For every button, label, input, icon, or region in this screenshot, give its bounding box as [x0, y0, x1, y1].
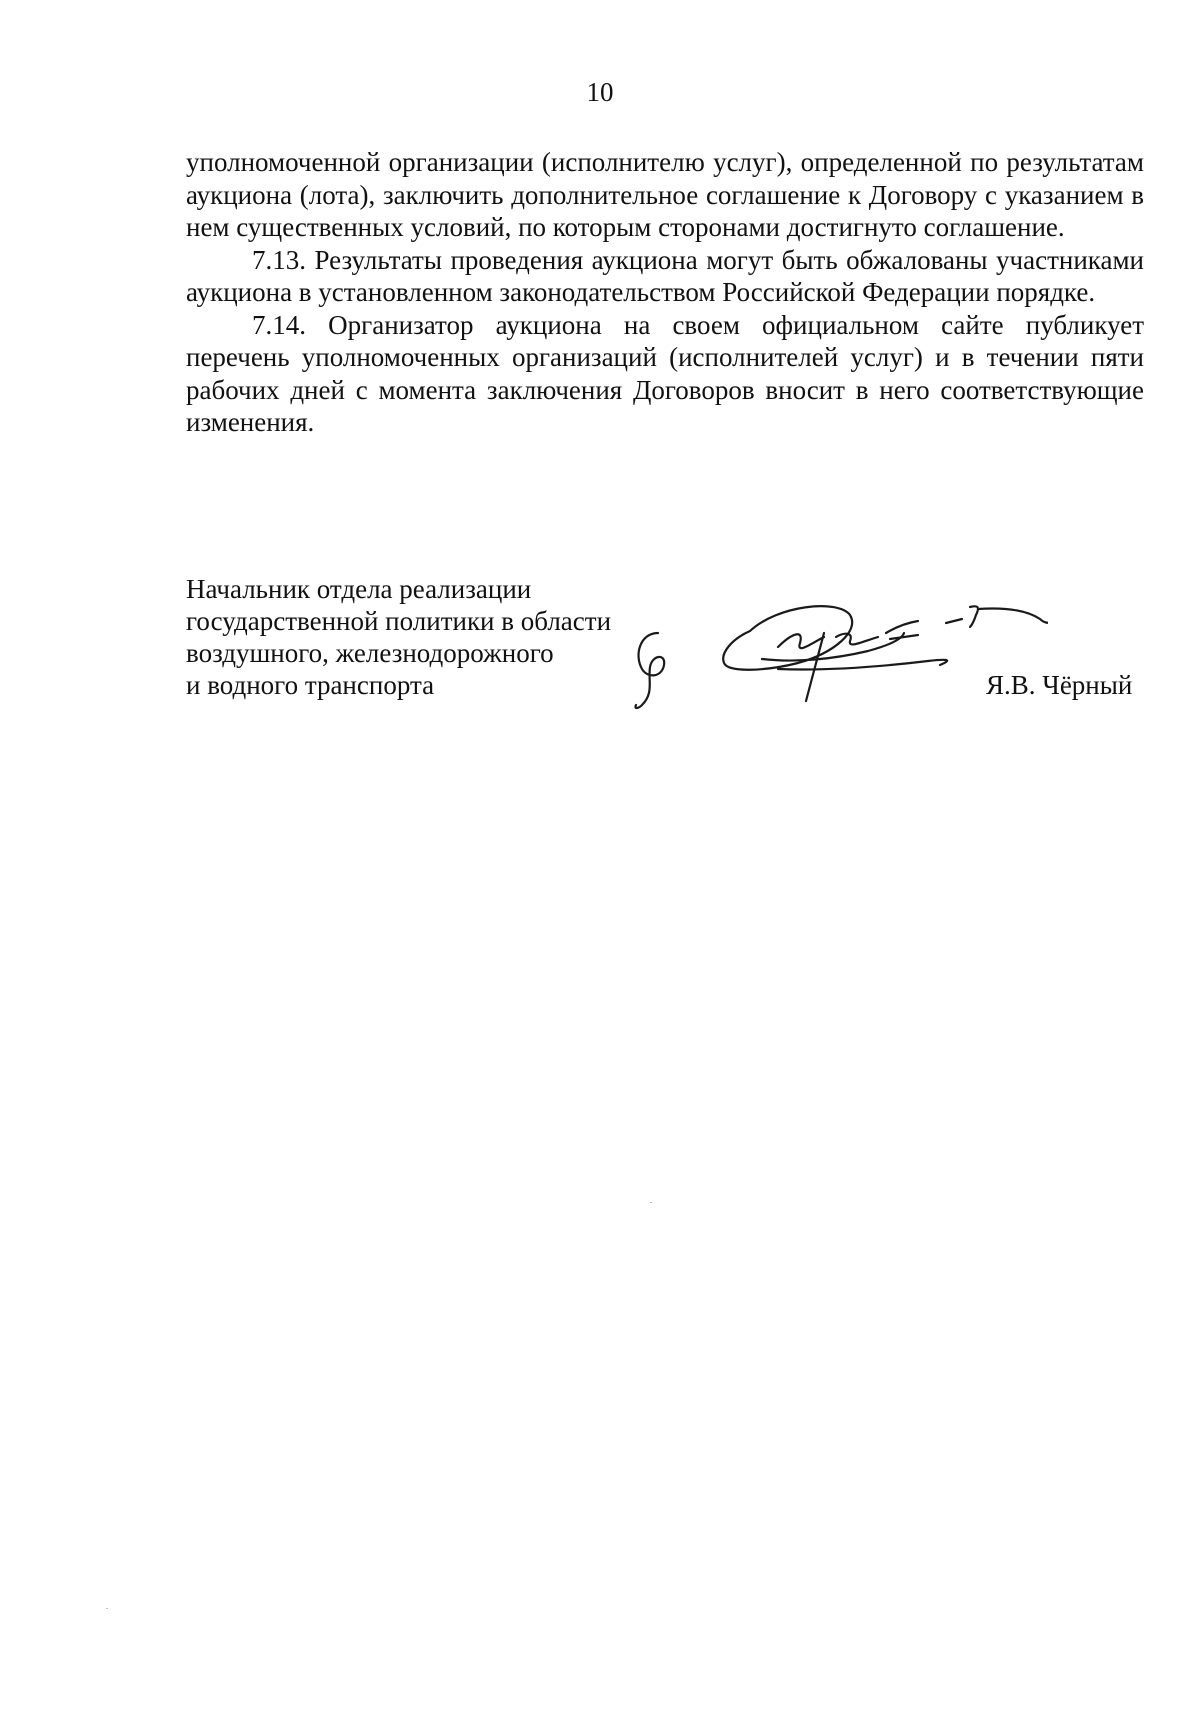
body-text [186, 146, 1144, 439]
paragraph-continuation: уполномоченной организации (исполнителю услуг), определенной по результатам аукциона (лота), заключить дополнительное соглашение к Договору с указанием в нем существенных условий, по которым сторонами достигнуто соглашение. [186, 147, 1144, 242]
signer-name: Я.В. Чёрный [986, 670, 1133, 700]
page-number: 10 [586, 77, 614, 107]
position-line: и водного транспорта [186, 670, 435, 700]
signatory-position [186, 573, 611, 701]
position-line: государственной политики в области [186, 606, 612, 636]
position-line: воздушного, железнодорожного [186, 638, 554, 668]
signature-block [186, 573, 1146, 723]
scan-speck [106, 1608, 108, 1609]
position-line: Начальник отдела реализации [186, 574, 532, 604]
paragraph-7-14: 7.14. Организатор аукциона на своем официальном сайте публикует перечень уполномоченных организаций (исполнителей услуг) и в течении пяти рабочих дней с момента заключения Договоров вносит в него соответствующие изменения. [186, 309, 1144, 437]
scan-speck [650, 1202, 652, 1203]
handwritten-signature [628, 593, 1048, 711]
paragraph-7-13: 7.13. Результаты проведения аукциона могут быть обжалованы участниками аукциона в установленном законодательством Российской Федерации порядке. [186, 244, 1144, 307]
